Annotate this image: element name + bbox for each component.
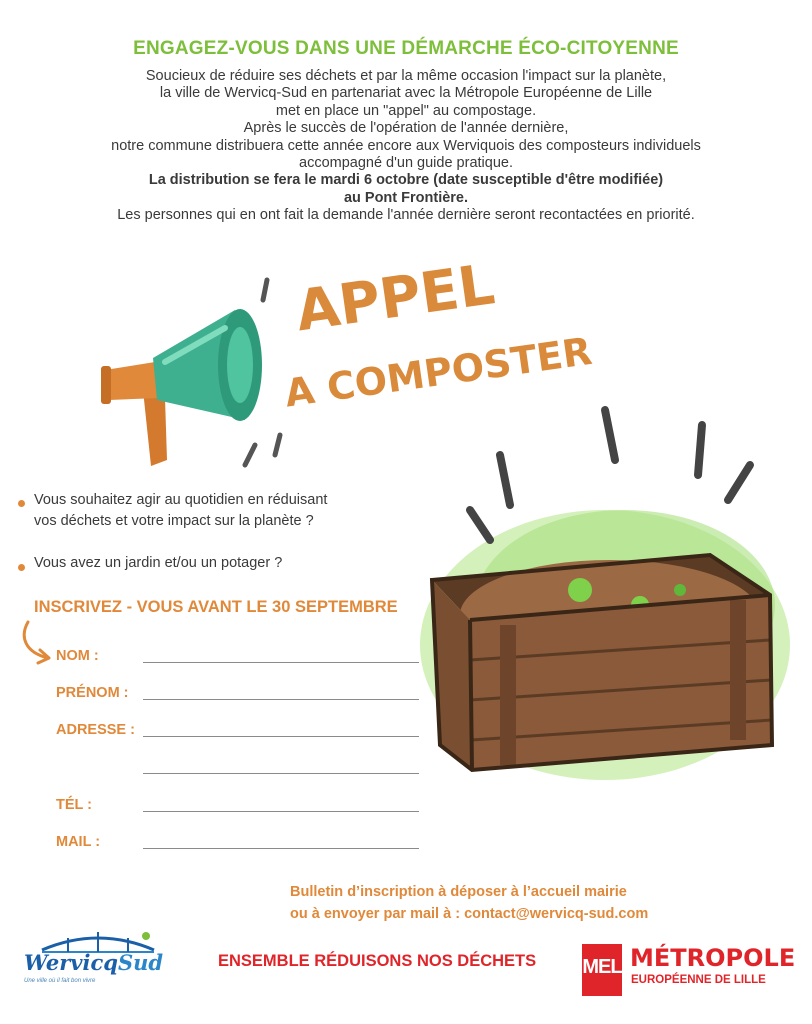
megaphone-icon <box>95 270 295 480</box>
mail-label: MAIL : <box>56 834 101 850</box>
adresse-field-line2[interactable] <box>143 773 419 774</box>
bulletin-line: Bulletin d’inscription à déposer à l’accueil mairie <box>290 884 627 900</box>
intro-line: la ville de Wervicq-Sud en partenariat avec la Métropole Européenne de Lille <box>159 85 653 102</box>
prenom-label: PRÉNOM : <box>56 685 129 701</box>
intro-line: accompagné d'un guide pratique. <box>299 155 513 172</box>
bulletin-text <box>290 881 648 925</box>
wervicq-logo-text <box>24 950 163 975</box>
adresse-label: ADRESSE : <box>56 722 135 738</box>
intro-line: notre commune distribuera cette année encore aux Werviquois des composteurs individuels <box>111 137 701 154</box>
hero-composter: A COMPOSTER <box>282 328 595 416</box>
prenom-field[interactable] <box>143 699 419 700</box>
bullet-icon <box>18 500 25 507</box>
intro-text <box>0 68 812 225</box>
distribution-date: La distribution se fera le mardi 6 octobre (date susceptible d'être modifiée) <box>148 172 664 189</box>
bulletin-line: ou à envoyer par mail à : contact@wervicq-sud.com <box>290 906 649 922</box>
intro-line: Soucieux de réduire ses déchets et par la même occasion l'impact sur la planète, <box>145 68 667 84</box>
nom-label: NOM : <box>56 648 99 664</box>
wervicq-tagline: Une ville où il fait bon vivre <box>24 978 96 984</box>
mel-subtitle: EUROPÉENNE DE LILLE <box>631 974 766 986</box>
wervicq-name: Wervicq <box>24 950 118 975</box>
page-title: ENGAGEZ-VOUS DANS UNE DÉMARCHE ÉCO-CITOYENNE <box>133 38 679 59</box>
wervicq-sud: Sud <box>117 950 164 975</box>
question-1-line: Vous souhaitez agir au quotidien en réduisant <box>34 492 328 508</box>
compost-bin-illustration <box>410 395 800 815</box>
mel-name: MÉTROPOLE <box>630 944 796 972</box>
form-heading: INSCRIVEZ - VOUS AVANT LE 30 SEPTEMBRE <box>34 598 398 616</box>
arrow-icon <box>18 618 58 666</box>
question-1-line: vos déchets et votre impact sur la planète ? <box>34 513 314 529</box>
mel-logo: MEL <box>582 944 622 996</box>
hero-appel: APPEL <box>292 252 499 345</box>
adresse-field[interactable] <box>143 736 419 737</box>
intro-line: Les personnes qui en ont fait la demande l'année dernière seront recontactées en priorité. <box>117 207 695 224</box>
tel-field[interactable] <box>143 811 419 812</box>
bullet-icon <box>18 564 25 571</box>
slogan: ENSEMBLE RÉDUISONS NOS DÉCHETS <box>218 952 537 970</box>
question-2: Vous avez un jardin et/ou un potager ? <box>34 555 283 571</box>
mail-field[interactable] <box>143 848 419 849</box>
intro-line: Après le succès de l'opération de l'année dernière, <box>243 120 569 137</box>
question-1 <box>34 490 327 532</box>
tel-label: TÉL : <box>56 797 92 813</box>
nom-field[interactable] <box>143 662 419 663</box>
distribution-place: au Pont Frontière. <box>343 189 469 206</box>
intro-line: met en place un "appel" au compostage. <box>275 102 537 119</box>
